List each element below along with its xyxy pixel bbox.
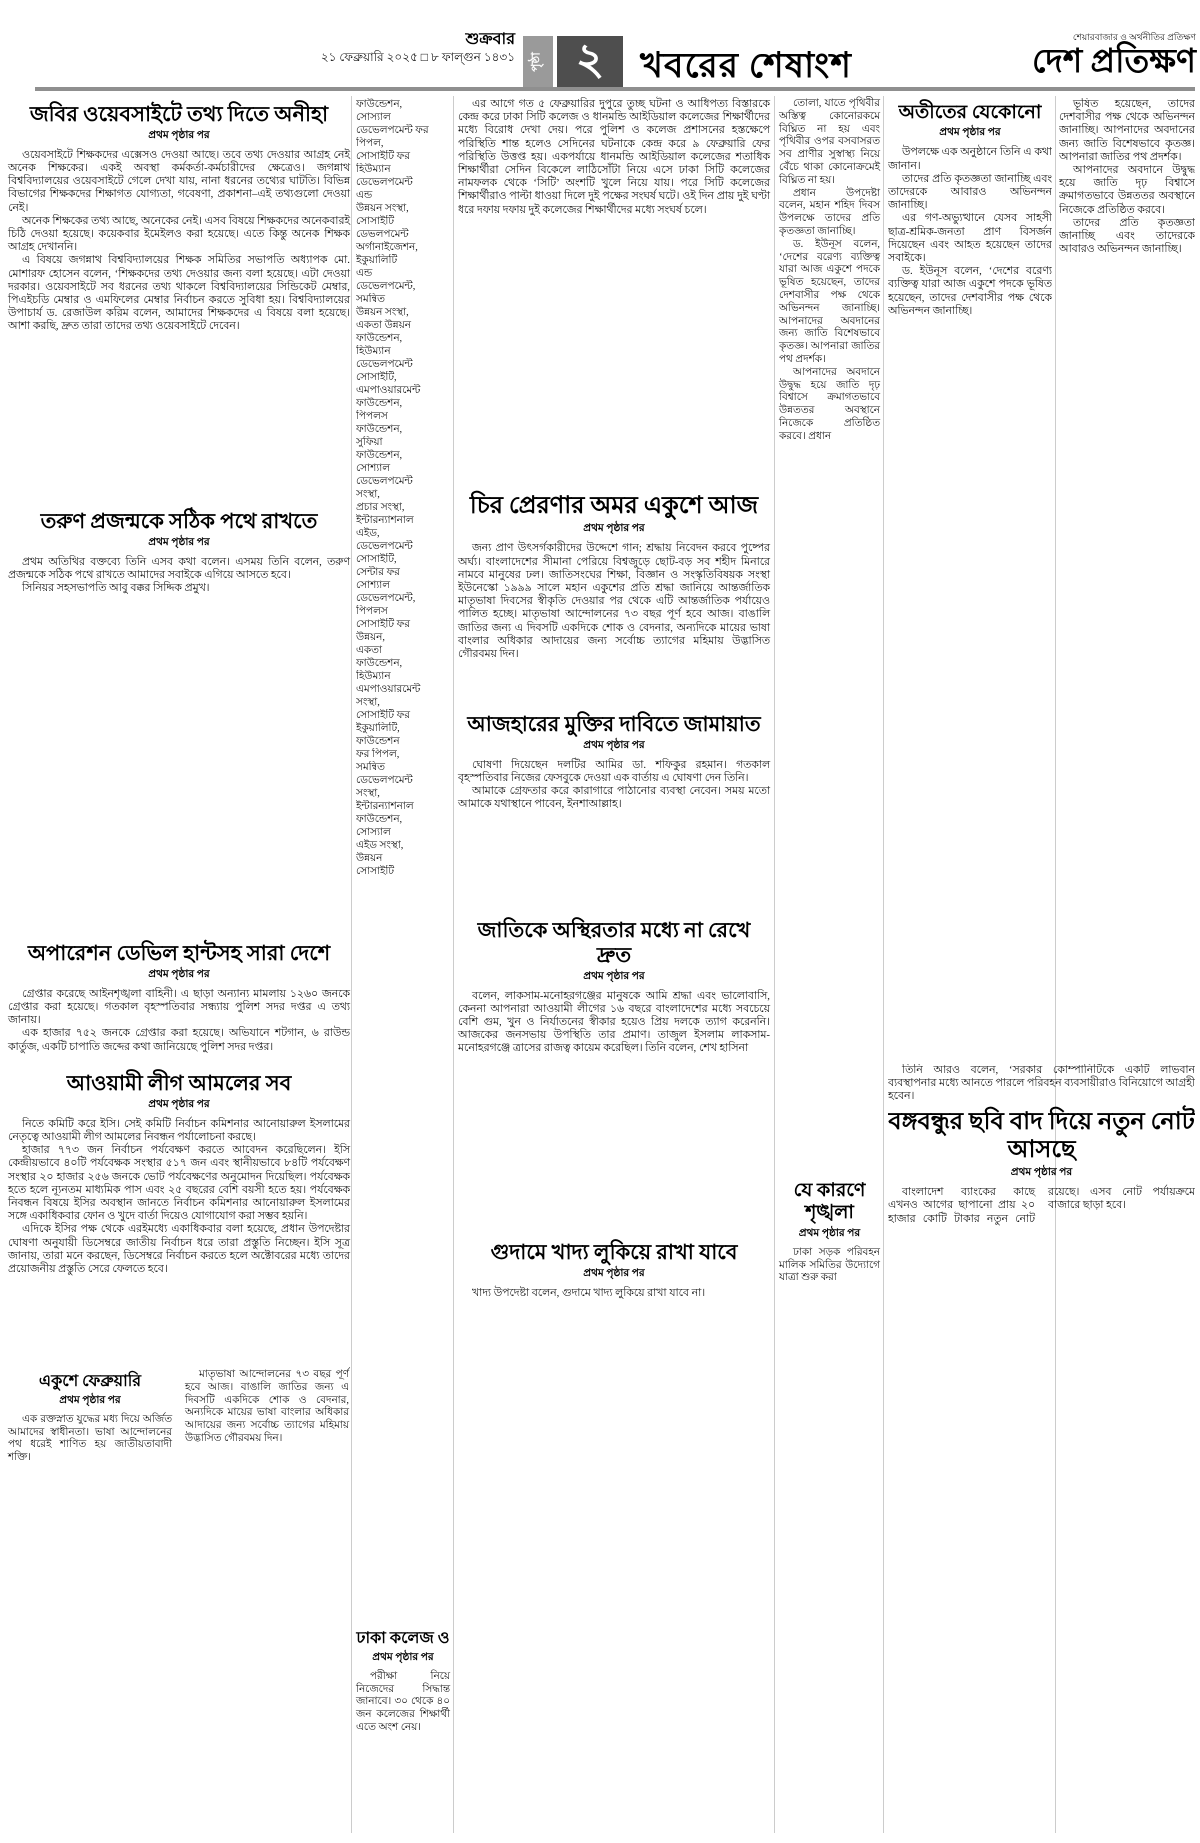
left-column-block — [8, 98, 350, 1465]
paragraph: ঘোষণা দিয়েছেন দলটির আমির ডা. শফিকুর রহমান। গতকাল বৃহস্পতিবার নিজের ফেসবুকে দেওয়া এক বার্তায় এ ঘোষণা দেন তিনি। — [458, 758, 770, 784]
column-rule — [351, 96, 352, 1833]
weekday: শুক্রবার — [465, 31, 515, 48]
article-gudam-khaddo — [458, 1240, 770, 1300]
headline-je-karone: যে কারণে শৃঙ্খলা — [793, 1180, 866, 1224]
speech-continuation-2 — [1059, 98, 1195, 256]
paragraph: তাদের প্রতি কৃতজ্ঞতা জানাচ্ছি এবং তাদেরকে আবারও অভিনন্দন জানাচ্ছি। — [1059, 216, 1195, 256]
continued-note: প্রথম পৃষ্ঠার পর — [148, 129, 210, 141]
organization-name: সমন্বিত — [356, 294, 385, 305]
article-new-banknote — [888, 1108, 1195, 1226]
headline-azhar: আজহারের মুক্তির দাবিতে জামায়াত — [467, 712, 761, 736]
speech-continuation — [779, 98, 880, 1176]
organization-name: একতা — [356, 645, 382, 656]
headline-jobi: জবির ওয়েবসাইটে তথ্য দিতে অনীহা — [29, 102, 329, 126]
tagline: শেয়ারবাজার ও অর্থনীতির প্রতিক্ষণ — [1072, 32, 1196, 42]
organization-name: সোসাইটি ফর — [356, 619, 410, 630]
paragraph: তোলা, যাতে পৃথিবীর অস্তিত্ব কোনোরকমে বিঘ্নিত না হয় এবং পৃথিবীর ওপর বসবাসরত সব প্রাণীর সুস্বাস্থ্য নিয়ে বেঁচে থাকা কোনোক্রমেই বিঘ্নিত না হয়। — [779, 98, 880, 186]
paragraph: এর গণ-অভ্যুত্থানে যেসব সাহসী ছাত্র-শ্রমিক-জনতা প্রাণ বিসর্জন দিয়েছেন এবং আহত হয়েছেন তাদের সবাইকে। — [888, 212, 1052, 265]
headline-ekushe-february: একুশে ফেব্রুয়ারি — [38, 1373, 142, 1390]
paragraph: এক হাজার ৭৫২ জনকে গ্রেপ্তার করা হয়েছে। অভিযানে শটগান, ৬ রাউন্ড কার্তুজ, একটি চাপাতি জব্দের কথা জানিয়েছে পুলিশ সদর দপ্তর। — [8, 1027, 350, 1053]
paragraph: ড. ইউনূস বলেন, ‘দেশের বরেণ্য ব্যক্তিত্ব যারা আজ একুশে পদকে ভূষিত হয়েছেন, তাদের দেশবাসীর পক্ষ থেকে অভিনন্দন জানাচ্ছি। আপনাদের অবদানের জন্য জাতি বিশেষভাবে কৃতজ্ঞ। আপনারা জাতির পথ প্রদর্শক। — [779, 238, 880, 365]
headline-new-banknote: বঙ্গবন্ধুর ছবি বাদ দিয়ে নতুন নোট আসছে — [888, 1108, 1195, 1163]
continued-note: প্রথম পৃষ্ঠার পর — [583, 523, 645, 535]
organization-name: সোসাইটি — [356, 866, 395, 877]
continued-note: প্রথম পৃষ্ঠার পর — [583, 1267, 645, 1279]
paragraph: এর আগে গত ৫ ফেব্রুয়ারির দুপুরে তুচ্ছ ঘটনা ও আধিপত্য বিস্তারকে কেন্দ্র করে ঢাকা সিটি কলেজ ও ধানমন্ডি আইডিয়াল কলেজের শিক্ষার্থীদের মধ্যে বিরোধ দেখা দেয়। পরে পুলিশ ও কলেজ প্রশাসনের হস্তক্ষেপে পরিস্থিতি শান্ত হলেও সেদিনের ঘটনাকে কেন্দ্র করে ৯ ফেব্রুয়ারি ফের পরিস্থিতি উত্তপ্ত হয়। একপর্যায়ে ধানমন্ডি আইডিয়াল কলেজের শতাধিক শিক্ষার্থীরা সেদিন বিকেলে লাঠিসোঁটা নিয়ে এসে ঢাকা সিটি কলেজের নামফলক থেকে ‘সিটি’ অংশটি খুলে নিয়ে যায়। পরে সিটি কলেজের শিক্ষার্থীরাও পাল্টা ধাওয়া দিলে দুই পক্ষের সংঘর্ষ ঘটে। ওই দিন প্রায় দুই ঘণ্টা ধরে দফায় দফায় দুই কলেজের শিক্ষার্থীদের মধ্যে সংঘর্ষ চলে। — [458, 98, 770, 216]
organization-name: সোসাইটি, — [356, 554, 397, 565]
organization-name: ডেভেলপমেন্ট — [356, 359, 413, 370]
organization-name: একতা উন্নয়ন — [356, 320, 411, 331]
organization-name: ডেভেলপমেন্ট, — [356, 281, 416, 292]
organization-name: এন্ড — [356, 190, 373, 201]
masthead-rule — [35, 87, 1195, 91]
article-je-karone — [779, 1180, 880, 1285]
headline-gudam: গুদামে খাদ্য লুকিয়ে রাখা যাবে — [490, 1240, 738, 1264]
continued-note: প্রথম পৃষ্ঠার পর — [1010, 1167, 1073, 1179]
organization-name: এমপাওয়ারমেন্ট — [356, 385, 421, 396]
organization-name: ডেভেলপমেন্ট ফর — [356, 125, 429, 136]
organization-name: উন্নয়ন সংস্থা, — [356, 307, 409, 318]
organization-name: সোশ্যাল — [356, 580, 391, 591]
headline-chir-prerona: চির প্রেরণার অমর একুশে আজ — [469, 493, 759, 519]
paragraph: গ্রেপ্তার করেছে আইনশৃঙ্খলা বাহিনী। এ ছাড়া অন্যান্য মামলায় ১২৬০ জনকে গ্রেপ্তার করা হয়েছে। গতকাল বৃহস্পতিবার সন্ধ্যায় পুলিশ সদর দপ্তর এ তথ্য জানায়। — [8, 987, 350, 1027]
headline-dhaka-college: ঢাকা কলেজ ও — [356, 1630, 450, 1647]
organization-name: ইকুয়ালিটি, — [356, 723, 400, 734]
headline-jatike: জাতিকে অস্থিরতার মধ্যে না রেখে দ্রুত — [477, 918, 751, 967]
organization-name: ফর পিপল, — [356, 749, 400, 760]
headline-al-amol: আওয়ামী লীগ আমলের সব — [66, 1071, 292, 1095]
continued-note: প্রথম পৃষ্ঠার পর — [798, 1227, 861, 1239]
paragraph: ওয়েবসাইটে শিক্ষকদের এক্সেসও দেওয়া আছে। তবে তথ্য দেওয়ার আগ্রহ নেই অনেক শিক্ষকের। একই অবস্থা কর্মকর্তা-কর্মচারীদের ক্ষেত্রেও। জগন্নাথ বিশ্ববিদ্যালয়ের ওয়েবসাইটে গেলে দেখা যায়, নানা ধরনের তথ্যের ঘাটতি। বিভিন্ন বিভাগের শিক্ষকদের শিক্ষাগত যোগ্যতা, গবেষণা, প্রকাশনা–এই তথ্যগুলো দেওয়া নেই। — [8, 148, 350, 214]
paragraph: বলেন, লাকসাম-মনোহরগঞ্জের মানুষকে আমি শ্রদ্ধা এবং ভালোবাসি, কেননা আপনারা আওয়ামী লীগের ১৬ বছরে বাংলাদেশের মধ্যে সবচেয়ে বেশি গুম, খুন ও নির্যাতনের স্বীকার হয়েও প্রিয় দলকে ত্যাগ করেননি। আজকের জনসভায় উপস্থিতি তার প্রমাণ। তাজুল ইসলাম লাকসাম-মনোহরগঞ্জে ত্রাসের রাজত্ব কায়েম করেছিল। তিনি বলেন, শেখ হাসিনা — [458, 989, 770, 1055]
organization-name: উন্নয়ন সংস্থা, — [356, 203, 409, 214]
organization-name: হিউম্যান — [356, 346, 391, 357]
organization-name: হিউম্যান — [356, 671, 391, 682]
organization-name: ইকুয়ালিটি — [356, 255, 398, 266]
page-word: পৃষ্ঠা — [528, 52, 543, 72]
paragraph: উপলক্ষে এক অনুষ্ঠানে তিনি এ কথা জানান। — [888, 146, 1052, 172]
continued-note: প্রথম পৃষ্ঠার পর — [148, 536, 210, 548]
article-torun-projonmo — [8, 509, 350, 937]
continued-note: প্রথম পৃষ্ঠার পর — [372, 1651, 434, 1663]
headline-operation: অপারেশন ডেভিল হান্টসহ সারা দেশে — [27, 941, 331, 965]
organization-name: উন্নয়ন, — [356, 632, 385, 643]
organization-name: ইন্টারন্যাশনাল — [356, 515, 414, 526]
continued-note: প্রথম পৃষ্ঠার পর — [148, 968, 210, 980]
article-chir-prerona — [458, 492, 770, 708]
paragraph: আপনাদের অবদানে উদ্বুদ্ধ হয়ে জাতি দৃঢ় বিশ্বাসে ক্রমাগতভাবে উন্নততর অবস্থানে নিজেকে প্রতিষ্ঠিত করবে। — [1059, 164, 1195, 216]
paragraph: জন্য প্রাণ উৎসর্গকারীদের উদ্দেশে গান; শ্রদ্ধায় নিবেদন করবে পুষ্পের অর্ঘ্য। বাংলাদেশের সীমানা পেরিয়ে বিশ্বজুড়ে ছোট-বড় সব শহীদ মিনারে নামবে মানুষের ঢল। জাতিসংঘের শিক্ষা, বিজ্ঞান ও সংস্কৃতিবিষয়ক সংস্থা ইউনেস্কো ১৯৯৯ সালে মহান একুশের প্রতি শ্রদ্ধা জানিয়ে আন্তর্জাতিক মাতৃভাষা দিবসের স্বীকৃতি দেওয়ার পর থেকে এটি আন্তর্জাতিক পর্যায়েও পালিত হচ্ছে। মাতৃভাষা আন্দোলনের ৭৩ বছর পূর্ণ হবে আজ। বাঙালি জাতির জন্য এ দিবসটি একদিকে শোক ও বেদনার, অন্যদিকে মায়ের ভাষা বাংলার অধিকার আদায়ের জন্য সর্বোচ্চ ত্যাগের মহিমায় উদ্ভাসিত গৌরবময় দিন। — [458, 542, 770, 660]
article-jatike-osthirota — [458, 918, 770, 1236]
paragraph: ড. ইউনূস বলেন, ‘দেশের বরেণ্য ব্যক্তিত্ব যারা আজ একুশে পদকে ভূষিত হয়েছেন, তাদের দেশবাসীর পক্ষ থেকে অভিনন্দন জানাচ্ছি। — [888, 265, 1052, 317]
organization-name: পিপলস — [356, 606, 388, 617]
article-jobi-website — [8, 102, 350, 505]
column-rule — [453, 96, 454, 1833]
centre-column-block — [458, 98, 770, 1300]
organization-name: পিপলস — [356, 411, 388, 422]
organization-name: এমপাওয়ারমেন্ট — [356, 684, 421, 695]
continued-note: প্রথম পৃষ্ঠার পর — [939, 127, 1001, 139]
ekushe-february-column-2 — [185, 1369, 349, 1465]
organization-name: সংস্থা, — [356, 788, 380, 799]
organization-name: ডেভেলপমেন্ট, — [356, 593, 416, 604]
continued-note: প্রথম পৃষ্ঠার পর — [583, 970, 645, 982]
paragraph: প্রধান উপদেষ্টা বলেন, মহান শহিদ দিবস উপলক্ষে তাদের প্রতি কৃতজ্ঞতা জানাচ্ছি। — [779, 187, 880, 237]
page-number: ২ — [557, 36, 623, 88]
city-college-continuation — [458, 98, 770, 488]
article-dhaka-college — [356, 1630, 450, 1735]
organization-name: ফাউন্ডেশন, — [356, 99, 403, 110]
organization-name: উন্নয়ন — [356, 853, 383, 864]
paragraph: বাংলাদেশ ব্যাংকের কাছে এখনও আগের ছাপানো প্রায় ২০ হাজার কোটি টাকার নতুন নোট রয়েছে। এসব নোট পর্যায়ক্রমে বাজারে ছাড়া হবে। — [888, 1186, 1195, 1225]
organization-name: সোস্যাল — [356, 112, 391, 123]
organization-name: ফাউন্ডেশন — [356, 736, 400, 747]
ekushe-february-column — [8, 1369, 172, 1465]
right-column-2 — [1059, 98, 1195, 1060]
paragraph: হাজার ৭৭৩ জন নির্বাচন পর্যবেক্ষণ করতে আবেদন করেছিলেন। ইসি কেন্দ্রীয়ভাবে ৪০টি পর্যবেক্ষক সংস্থার ৫১৭ জন এবং স্থানীয়ভাবে ৮৪টি পর্যবেক্ষণ সংস্থার ২০ হাজার ২৫৬ জনকে ভোট পর্যবেক্ষণের অনুমোদন দিয়েছিল। পর্যবেক্ষক হতে হলে ন্যূনতম মাধ্যমিক পাস এবং ২৫ বছরের বেশি বয়সী হতে হয়। পর্যবেক্ষক নিবন্ধন বিষয়ে ইসির অবস্থান জানতে নির্বাচন কমিশনার আনোয়ারুল ইসলামের সঙ্গে একাধিকবার ফোন ও খুদে বার্তা দিয়েও যোগাযোগ করা সম্ভব হয়নি। — [8, 1144, 350, 1223]
page-word-box — [523, 36, 553, 88]
right-column-1 — [888, 98, 1052, 1060]
paragraph: এক রক্তস্নাত যুদ্ধের মধ্য দিয়ে অর্জিত আমাদের স্বাধীনতা। ভাষা আন্দোলনের পথ ধরেই শাণিত হয় জাতীয়তাবাদী শক্তি। — [8, 1413, 172, 1464]
paragraph: পরীক্ষা নিয়ে নিজেদের সিদ্ধান্ত জানাবে। ৩০ থেকে ৪০ জন কলেজের শিক্ষার্থী এতে অংশ নেয়। — [356, 1670, 450, 1734]
paragraph: আমাকে গ্রেফতার করে কারাগারে পাঠানোর ব্যবস্থা নেবেন। সময় মতো আমাকে যথাস্থানে পাবেন, ইনশাআল্লাহ। — [458, 785, 770, 811]
paragraph: ভূষিত হয়েছেন, তাদের দেশবাসীর পক্ষ থেকে অভিনন্দন জানাচ্ছি। আপনাদের অবদানের জন্য জাতি বিশেষভাবে কৃতজ্ঞ। আপনারা জাতির পথ প্রদর্শক। — [1059, 98, 1195, 163]
column-rule — [774, 96, 775, 1833]
organization-name: ফাউন্ডেশন, — [356, 424, 403, 435]
organization-name: সংস্থা, — [356, 697, 380, 708]
paragraph: খাদ্য উপদেষ্টা বলেন, গুদামে খাদ্য লুকিয়ে রাখা যাবে না। — [472, 1286, 706, 1299]
organization-name: ইন্টারন্যাশনাল — [356, 801, 414, 812]
bottom-left-split — [8, 1369, 350, 1465]
organization-name: পিপল, — [356, 138, 384, 149]
paragraph: এদিকে ইসির পক্ষ থেকে এরইমধ্যে একাধিকবার বলা হয়েছে, প্রধান উপদেষ্টার ঘোষণা অনুযায়ী ডিসেম্বরে জাতীয় নির্বাচন ধরে তারা প্রস্তুতি নিচ্ছেন। ইসি সূত্র জানায়, তারা মনে করছেন, ডিসেম্বরে নির্বাচন করতে হলে অক্টোবরের মধ্যে তাদের প্রয়োজনীয় প্রস্তুতি সেরে ফেলতে হবে। — [8, 1223, 350, 1275]
organization-name: প্রচার সংস্থা, — [356, 502, 405, 513]
continued-note: প্রথম পৃষ্ঠার পর — [148, 1098, 210, 1110]
organization-name: ডেভেলপমেন্ট — [356, 476, 413, 487]
paragraph: ঢাকা সড়ক পরিবহন মালিক সমিতির উদ্যোগে যাত্রা শুরু করা — [779, 1246, 880, 1284]
organization-name: এইড সংস্থা, — [356, 840, 404, 851]
organization-name: ফাউন্ডেশন, — [356, 814, 403, 825]
paragraph: আপনাদের অবদানে উদ্বুদ্ধ হয়ে জাতি দৃঢ় বিশ্বাসে ক্রমাগতভাবে উন্নততর অবস্থানে নিজেকে প্রতিষ্ঠিত করবে। প্রধান — [779, 366, 880, 442]
organization-name: ডেভেলপমেন্ট — [356, 775, 413, 786]
organization-name: এইড, — [356, 528, 380, 539]
article-awami-league-amol — [8, 1071, 350, 1369]
organization-name: সেন্টার ফর — [356, 567, 400, 578]
organization-name: ফাউন্ডেশন, — [356, 658, 403, 669]
bottom-right-block — [888, 1064, 1195, 1835]
organization-name: সংস্থা, — [356, 489, 380, 500]
newspaper-logo: দেশ প্রতিক্ষণ — [1031, 44, 1196, 80]
organization-name: সোসাইটি — [356, 216, 395, 227]
organization-name: অর্গানাইজেশন, — [356, 242, 418, 253]
organization-name: সোস্যাল — [356, 827, 391, 838]
paragraph: অনেক শিক্ষকের তথ্য আছে, অনেকের নেই। এসব বিষয়ে শিক্ষকদের অনেকবারই চিঠি দেওয়া হয়েছে। কয়েকবার ইমেইলও করা হয়েছে। এতে কিন্তু অনেক শিক্ষক আগ্রহ দেখাননি। — [8, 214, 350, 254]
paragraph: মাতৃভাষা আন্দোলনের ৭৩ বছর পূর্ণ হবে আজ। বাঙালি জাতির জন্য এ দিবসটি একদিকে শোক ও বেদনার, অন্যদিকে মায়ের ভাষা বাংলার অধিকার আদায়ের জন্য সর্বোচ্চ ত্যাগের মহিমায় উদ্ভাসিত গৌরবময় দিন। — [185, 1369, 349, 1444]
organization-name: সোশ্যাল — [356, 463, 391, 474]
headline-torun: তরুণ প্রজন্মকে সঠিক পথে রাখতে — [40, 509, 318, 533]
organization-name: ডেভেলপমেন্ট — [356, 177, 413, 188]
organization-name: ফাউন্ডেশন, — [356, 450, 403, 461]
column-rule — [883, 96, 884, 1833]
organization-name: ডেভলপমেন্ট — [356, 229, 409, 240]
paragraph: প্রথম অতিথির বক্তব্যে তিনি এসব কথা বলেন। এসময় তিনি বলেন, তরুণ প্রজন্মকে সঠিক পথে রাখতে আমাদের সবাইকে এগিয়ে আসতে হবে। — [8, 555, 350, 581]
organization-name: হিউম্যান — [356, 164, 391, 175]
speech-column — [779, 98, 880, 1285]
article-otiter-jekono — [888, 102, 1052, 318]
org-list-column — [356, 98, 450, 1735]
logo-block — [960, 30, 1196, 80]
organization-name: সমন্বিত — [356, 762, 385, 773]
organization-name: সোসাইটি ফর — [356, 710, 410, 721]
organization-name: ফাউন্ডেশন, — [356, 398, 403, 409]
organization-name: সোসাইটি, — [356, 372, 397, 383]
paragraph: সিনিয়র সহসভাপতি আবু বক্কর সিদ্দিক প্রমুখ। — [22, 582, 210, 595]
paragraph: এ বিষয়ে জগন্নাথ বিশ্ববিদ্যালয়ের শিক্ষক সমিতির সভাপতি অধ্যাপক মো. মোশারফ হোসেন বলেন, ‘শিক্ষকদের তথ্য দেওয়ার জন্য বলা হয়েছে। এটা দেওয়া দরকার। ওয়েবসাইটে সব ধরনের তথ্য থাকলে বিশ্ববিদ্যালয়ের সিন্ডিকেট মেম্বার, পিএইচডি মেম্বার ও এমফিলের মেম্বার নির্বাচন করতে সুবিধা হয়। বিশ্ববিদ্যালয়ের উপাচার্য ড. রেজাউল করিম বলেন, আমাদের শিক্ষকদের এ বিষয়ে বলা হয়েছে। আশা করছি, দ্রুত তারা তাদের তথ্য ওয়েবসাইটে দেবেন। — [8, 254, 350, 333]
paragraph: নিতে কমিটি করে ইসি। সেই কমিটি নির্বাচন কমিশনার আনোয়ারুল ইসলামের নেতৃত্বে আওয়ামী লীগ আমলের নিবন্ধন পর্যালোচনা করছে। — [8, 1117, 350, 1143]
organization-name: সোসাইটি ফর — [356, 151, 410, 162]
date-block — [150, 30, 515, 65]
headline-otiter: অতীতের যেকোনো — [898, 102, 1042, 123]
paragraph: তাদের প্রতি কৃতজ্ঞতা জানাচ্ছি এবং তাদেরকে আবারও অভিনন্দন জানাচ্ছি। — [888, 172, 1052, 212]
date-line: ২১ ফেব্রুয়ারি ২০২৫ □ ৮ ফাল্গুন ১৪৩১ — [320, 50, 515, 64]
organization-name: সুফিয়া — [356, 437, 383, 448]
organization-name: ডেভেলপমেন্ট — [356, 541, 413, 552]
continued-note: প্রথম পৃষ্ঠার পর — [583, 739, 645, 751]
paragraph: তিনি আরও বলেন, ‘সরকার কোম্পানিটিকে একটি লাভবান ব্যবস্থাপনার মধ্যে আনতে পারলে পরিবহন ব্যবসায়ীরাও বিনিয়োগে আগ্রহী হবেন। — [888, 1064, 1195, 1103]
organization-name: এন্ড — [356, 268, 373, 279]
section-title: খবরের শেষাংশ — [640, 46, 852, 85]
lead-in-paragraph — [888, 1064, 1195, 1104]
article-operation-devil-hunt — [8, 941, 350, 1067]
organization-name: ফাউন্ডেশন, — [356, 333, 403, 344]
continued-note: প্রথম পৃষ্ঠার পর — [59, 1394, 121, 1406]
article-azhar-jamaat — [458, 712, 770, 914]
